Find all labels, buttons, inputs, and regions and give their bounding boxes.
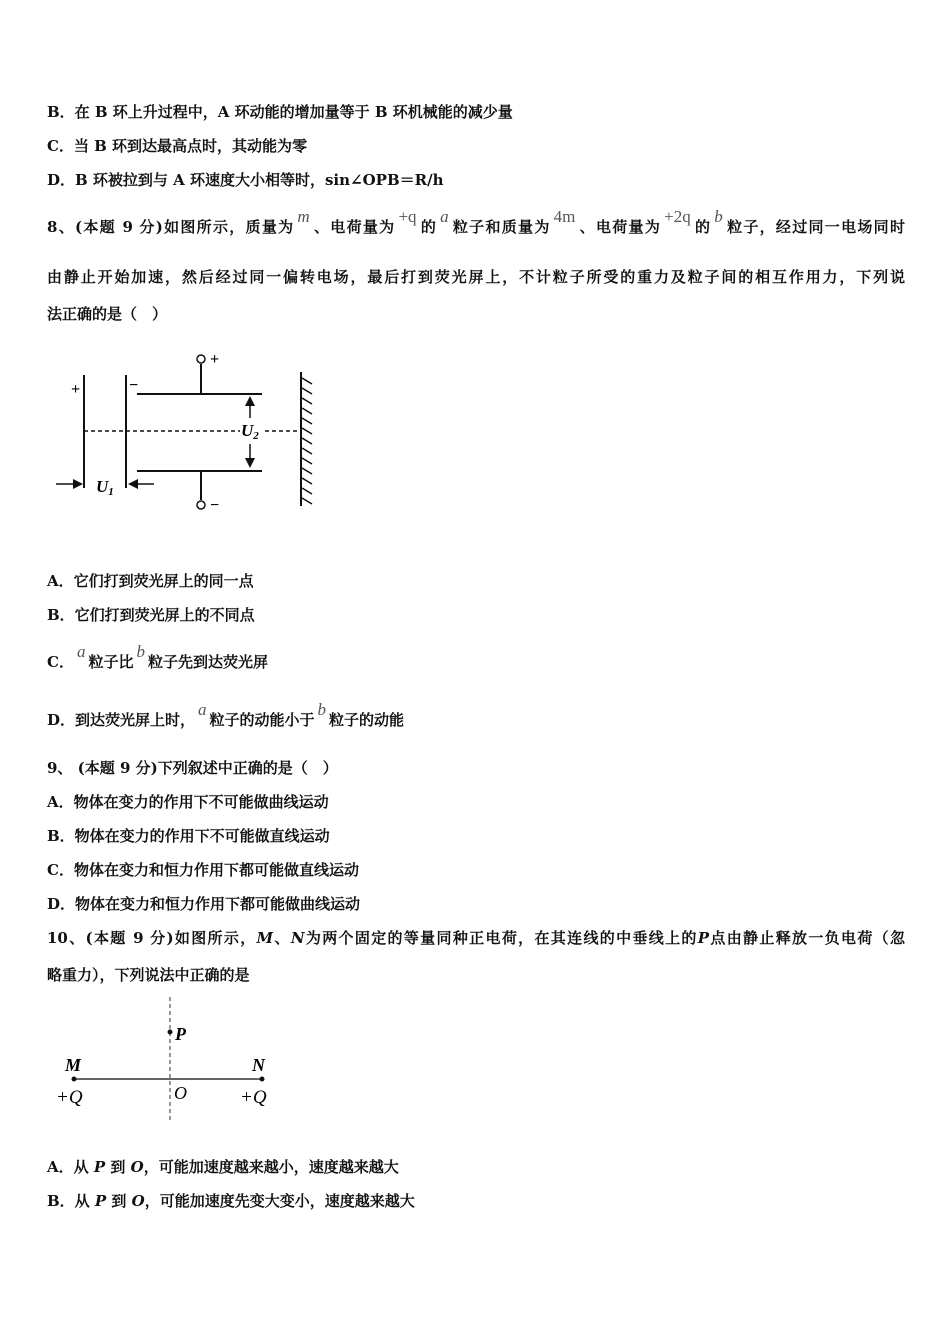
text: 、电荷量为: [578, 218, 662, 236]
q10-stem-line2: 略重力），下列说法中正确的是: [47, 966, 250, 984]
u2-minus-label: −: [210, 497, 220, 514]
text: 8、(本题 9 分)如图所示，质量为: [47, 218, 295, 236]
q8-stem-line3: 法正确的是（ ）: [47, 305, 168, 323]
q8-stem-line1: [47, 207, 905, 238]
u1-label: [96, 477, 114, 498]
u2-letter: U: [241, 421, 254, 440]
q9-option-d: D．物体在变力和恒力作用下都可能做曲线运动: [47, 895, 361, 913]
q9-option-b: B．物体在变力的作用下不可能做直线运动: [47, 827, 330, 845]
q10-option-a: [47, 1156, 399, 1178]
text: 10、(本题 9 分)如图所示，: [47, 929, 257, 947]
text: 粒子比: [88, 653, 134, 671]
text: 为两个固定的等量同种正电荷，在其连线的中垂线上的: [304, 929, 698, 947]
q9-stem: 9、 (本题 9 分)下列叙述中正确的是（ ）: [47, 759, 338, 777]
text: 粒子先到达荧光屏: [147, 653, 268, 671]
q8-option-b: B．它们打到荧光屏上的不同点: [47, 606, 255, 624]
math-4m: 4m: [553, 207, 576, 226]
u1-plus-label: +: [71, 381, 81, 398]
q9-option-c: C．物体在变力和恒力作用下都可能做直线运动: [47, 861, 359, 879]
label-p: P: [175, 1024, 186, 1044]
q8-figure-deflection-field: [40, 330, 340, 540]
q9-option-a: A．物体在变力的作用下不可能做曲线运动: [47, 793, 329, 811]
text: 粒子的动能小于: [209, 711, 315, 729]
label-charge-m: +Q: [56, 1087, 83, 1108]
label-charge-n: +Q: [240, 1087, 267, 1108]
u2-label: [241, 421, 259, 442]
var-p: P: [697, 929, 710, 947]
text: 、: [273, 929, 291, 947]
text: ，可能加速度先变大变小，速度越来越大: [144, 1192, 415, 1210]
math-a: a: [76, 642, 86, 661]
text: 、电荷量为: [312, 218, 396, 236]
label-o: O: [174, 1083, 187, 1103]
q10-figure-charges: [40, 995, 300, 1125]
q7-option-d: D．B 环被拉到与 A 环速度大小相等时，sin∠OPB＝R/h: [47, 171, 444, 189]
text: 粒子的动能: [329, 711, 405, 729]
u1-subscript: 1: [108, 486, 114, 498]
q8-option-d: [47, 700, 405, 731]
math-a: a: [198, 700, 207, 719]
text: 点由静止释放一负电荷（忽: [709, 929, 905, 947]
math-2q: +2q: [664, 207, 691, 226]
var-n: N: [290, 929, 305, 947]
q10-option-b: [47, 1190, 415, 1212]
text: 到: [106, 1192, 132, 1210]
math-m: m: [297, 207, 310, 226]
q8-option-c: [47, 642, 268, 673]
q7-option-b: B．在 B 环上升过程中，A 环动能的增加量等于 B 环机械能的减少量: [47, 103, 513, 121]
text: 到: [105, 1158, 131, 1176]
math-a: a: [440, 207, 449, 226]
u2-subscript: 2: [253, 430, 259, 442]
text: B．从: [47, 1192, 95, 1210]
text: C．: [47, 653, 74, 671]
math-q: +q: [398, 207, 417, 226]
label-n: N: [252, 1055, 265, 1075]
var-p: P: [94, 1192, 107, 1210]
math-b: b: [317, 700, 327, 719]
math-b: b: [136, 642, 145, 661]
text: A．从: [47, 1158, 94, 1176]
var-o: O: [131, 1192, 145, 1210]
u1-letter: U: [96, 477, 109, 496]
text: 粒子，经过同一电场同时: [725, 218, 905, 236]
var-o: O: [130, 1158, 144, 1176]
q10-stem-line1: [47, 927, 905, 949]
u2-plus-label: +: [210, 351, 220, 368]
text: 粒子和质量为: [451, 218, 551, 236]
label-m: M: [65, 1055, 82, 1075]
u1-minus-label: −: [129, 377, 139, 394]
q8-stem-line2: 由静止开始加速，然后经过同一偏转电场，最后打到荧光屏上，不计粒子所受的重力及粒子间的相互作用力，下列说: [47, 268, 905, 286]
text: 的: [693, 218, 712, 236]
q8-option-a: A．它们打到荧光屏上的同一点: [47, 572, 254, 590]
q7-option-c: C．当 B 环到达最高点时，其动能为零: [47, 137, 308, 155]
text: ，可能加速度越来越小，速度越来越大: [143, 1158, 399, 1176]
text: 的: [419, 218, 438, 236]
var-p: P: [93, 1158, 106, 1176]
var-m: M: [256, 929, 274, 947]
math-b: b: [714, 207, 723, 226]
text: D．到达荧光屏上时，: [47, 711, 196, 729]
